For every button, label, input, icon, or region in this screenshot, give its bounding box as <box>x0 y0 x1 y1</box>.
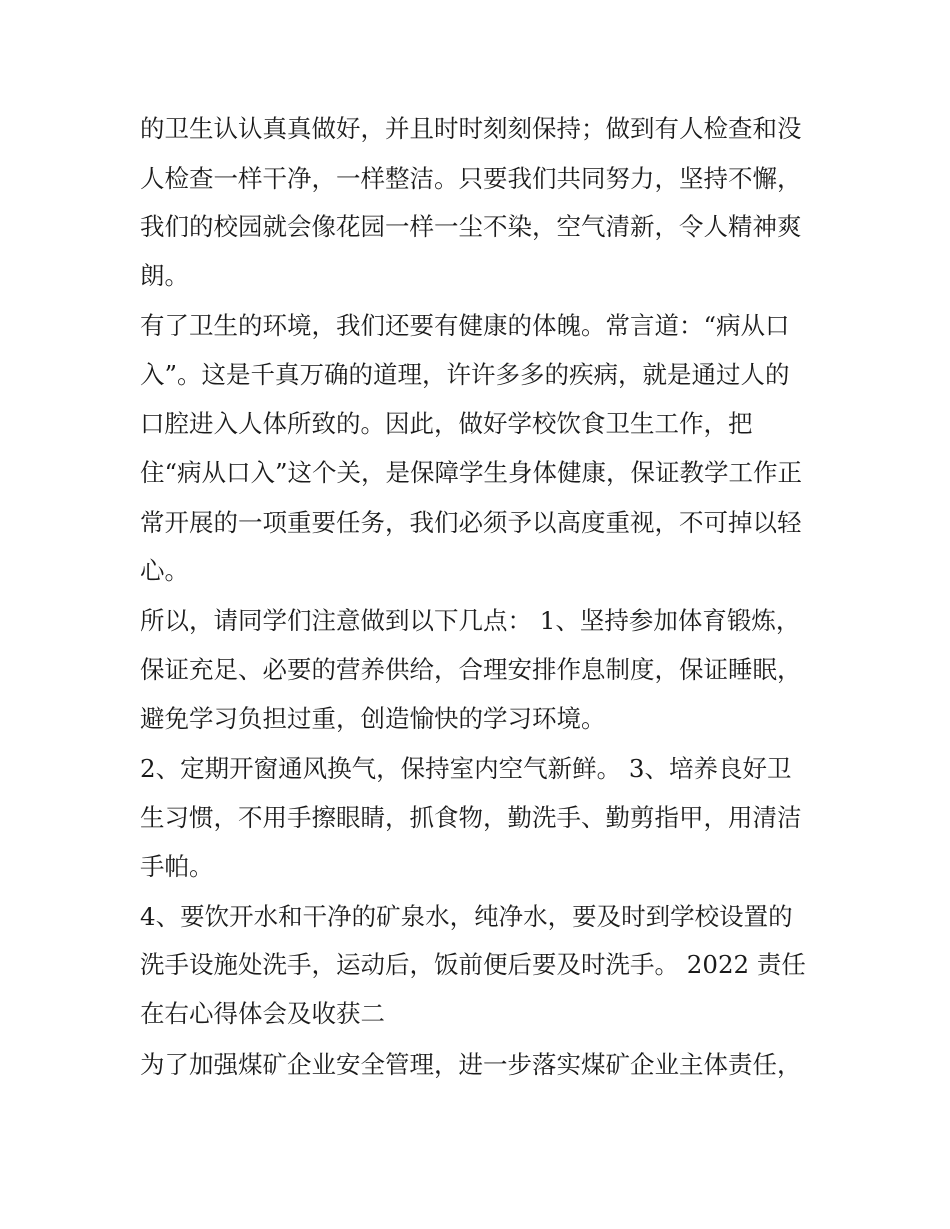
text-line: 住“病从口入”这个关，是保障学生身体健康，保证教学工作正 <box>140 458 803 487</box>
text-line: 所以，请同学们注意做到以下几点： 1、坚持参加体育锻炼， <box>140 606 801 635</box>
text-line: 口腔进入人体所致的。因此，做好学校饮食卫生工作，把 <box>140 409 753 438</box>
text-line: 人检查一样干净，一样整洁。只要我们共同努力，坚持不懈， <box>140 164 802 193</box>
text-line: 有了卫生的环境，我们还要有健康的体魄。常言道：“病从口 <box>140 311 790 340</box>
text-line: 朗。 <box>140 261 189 290</box>
text-line: 2、定期开窗通风换气，保持室内空气新鲜。 3、培养良好卫 <box>140 754 792 783</box>
text-line: 洗手设施处洗手，运动后，饭前便后要及时洗手。 2022 责任 <box>140 950 806 979</box>
text-line: 入”。这是千真万确的道理，许许多多的疾病，就是通过人的 <box>140 360 790 389</box>
text-line: 常开展的一项重要任务，我们必须予以高度重视，不可掉以轻 <box>140 508 802 537</box>
text-line: 保证充足、必要的营养供给，合理安排作息制度，保证睡眠， <box>140 655 802 684</box>
text-line: 在右心得体会及收获二 <box>140 999 385 1028</box>
text-line: 4、要饮开水和干净的矿泉水，纯净水，要及时到学校设置的 <box>140 902 793 931</box>
text-line: 避免学习负担过重，创造愉快的学习环境。 <box>140 704 606 733</box>
text-line: 的卫生认认真真做好，并且时时刻刻保持；做到有人检查和没 <box>140 114 802 143</box>
text-line: 生习惯，不用手擦眼睛，抓食物，勤洗手、勤剪指甲，用清洁 <box>140 803 802 832</box>
text-line: 手帕。 <box>140 852 214 881</box>
text-line: 为了加强煤矿企业安全管理，进一步落实煤矿企业主体责任， <box>140 1050 802 1079</box>
text-line: 我们的校园就会像花园一样一尘不染，空气清新，令人精神爽 <box>140 212 802 241</box>
text-line: 心。 <box>140 556 189 585</box>
